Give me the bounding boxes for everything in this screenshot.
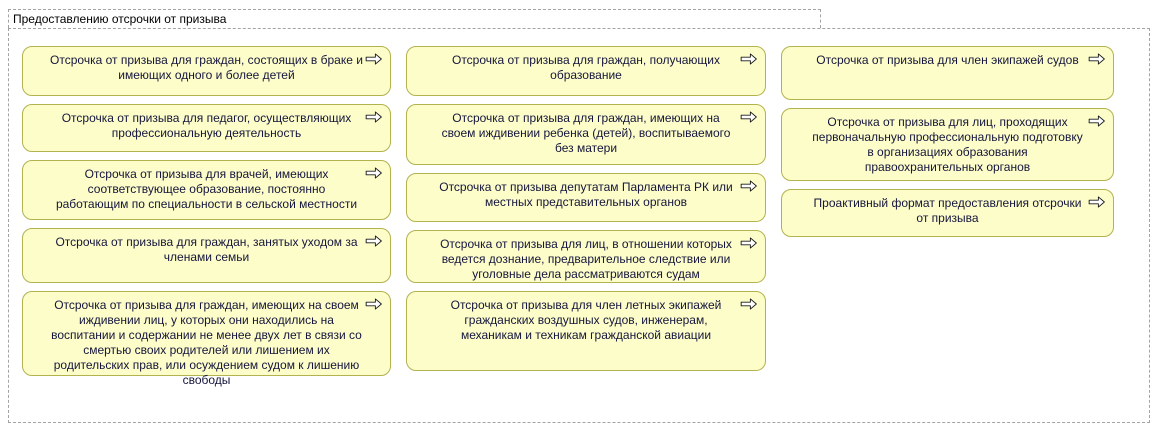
right-arrow-icon xyxy=(365,235,383,247)
right-arrow-icon xyxy=(365,298,383,310)
service-box[interactable] xyxy=(781,46,1114,100)
right-arrow-icon xyxy=(365,111,383,123)
service-label: Отсрочка от призыва для педагог, осуществляющих профессиональную деятельность xyxy=(61,111,352,140)
right-arrow-icon xyxy=(1088,115,1106,127)
service-label: Отсрочка от призыва для граждан, имеющих на своем иждивении лиц, у которых они находились на воспитании и содержании не менее двух лет в связи со смертью своих родителей или лишением их родительских прав, или осуждением судом к лишению свободы xyxy=(51,298,362,387)
group-title: Предоставлению отсрочки от призыва xyxy=(13,12,227,26)
service-label: Отсрочка от призыва для граждан, занятых уходом за членами семьи xyxy=(55,235,358,264)
service-label: Отсрочка от призыва для граждан, получающих образование xyxy=(451,53,720,82)
service-label: Отсрочка от призыва для член экипажей судов xyxy=(816,53,1079,67)
service-label: Отсрочка от призыва для врачей, имеющих соответствующее образование, постоянно работающим по специальности в сельской местности xyxy=(55,167,358,211)
right-arrow-icon xyxy=(1088,53,1106,65)
service-box[interactable] xyxy=(406,291,766,371)
column-2 xyxy=(406,46,766,371)
service-box[interactable] xyxy=(22,291,391,387)
group-title-tab[interactable] xyxy=(8,9,821,28)
right-arrow-icon xyxy=(740,53,758,65)
service-label: Отсрочка от призыва для граждан, имеющих на своем иждивении ребенка (детей), воспитываемого без матери xyxy=(441,111,731,155)
right-arrow-icon xyxy=(740,111,758,123)
service-box[interactable] xyxy=(406,46,766,96)
service-box[interactable] xyxy=(22,160,391,220)
service-box[interactable] xyxy=(781,108,1114,181)
service-label: Отсрочка от призыва для лиц, в отношении которых ведется дознание, предварительное следствие или уголовные дела рассматриваются судам xyxy=(440,237,732,281)
service-box[interactable] xyxy=(22,46,391,96)
right-arrow-icon xyxy=(740,180,758,192)
service-box[interactable] xyxy=(22,104,391,152)
service-box[interactable] xyxy=(406,104,766,165)
service-box[interactable] xyxy=(22,228,391,283)
service-label: Отсрочка от призыва для лиц, проходящих первоначальную профессиональную подготовку в организациях образования правоохранительных органов xyxy=(812,115,1083,174)
group-body xyxy=(8,28,1150,423)
service-box[interactable] xyxy=(406,230,766,283)
right-arrow-icon xyxy=(740,237,758,249)
service-label: Отсрочка от призыва для член летных экипажей гражданских воздушных судов, инженерам, механикам и техникам гражданской авиации xyxy=(450,298,722,342)
column-1 xyxy=(22,46,391,387)
column-3 xyxy=(781,46,1114,237)
right-arrow-icon xyxy=(365,167,383,179)
right-arrow-icon xyxy=(365,53,383,65)
service-label: Отсрочка от призыва для граждан, состоящих в браке и имеющих одного и более детей xyxy=(50,53,363,82)
columns-wrapper xyxy=(9,29,1149,387)
right-arrow-icon xyxy=(1088,196,1106,208)
right-arrow-icon xyxy=(740,298,758,310)
service-label: Отсрочка от призыва депутатам Парламента РК или местных представительных органов xyxy=(439,180,733,209)
service-label: Проактивный формат предоставления отсрочки от призыва xyxy=(813,196,1082,225)
service-box[interactable] xyxy=(781,189,1114,237)
service-box[interactable] xyxy=(406,173,766,222)
